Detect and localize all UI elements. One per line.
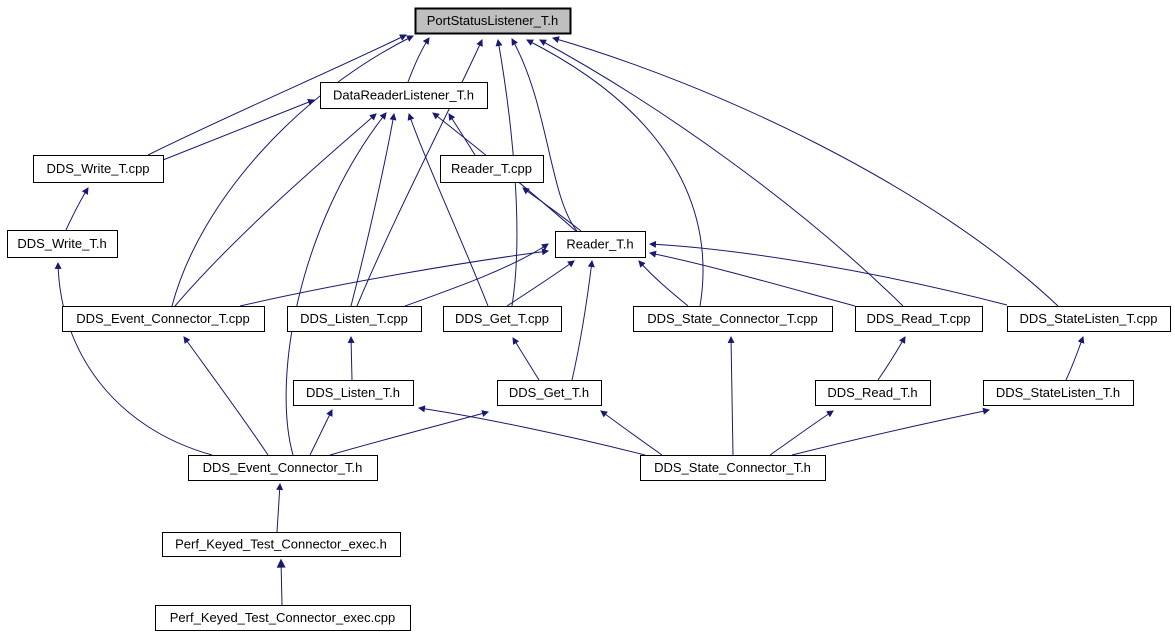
node-DataReaderListener_T_h[interactable] — [321, 83, 488, 109]
edge-DDS_StateListen_T_cpp--PortStatusListener_T_h — [553, 38, 1058, 306]
edge-Perf_Keyed_Test_Connector_exec_cpp--Perf_Keyed_Test_Connector_exec_h — [281, 560, 282, 605]
node-PortStatusListener_T_h[interactable] — [416, 9, 571, 34]
edge-Reader_T_h--PortStatusListener_T_h — [512, 39, 577, 231]
node-label: DDS_Event_Connector_T.h — [202, 460, 363, 475]
node-DDS_Event_Connector_T_h[interactable] — [189, 456, 378, 481]
node-layer — [8, 9, 1171, 631]
edge-DDS_Read_T_cpp--Reader_T_h — [650, 253, 855, 306]
node-label: DDS_StateListen_T.cpp — [1019, 311, 1158, 326]
edge-DDS_Get_T_cpp--DataReaderListener_T_h — [409, 114, 488, 306]
edge-DDS_Event_Connector_T_h--DDS_Write_T_h — [58, 263, 212, 455]
node-DDS_Event_Connector_T_cpp[interactable] — [63, 307, 265, 332]
edge-Reader_T_cpp--DataReaderListener_T_h — [449, 114, 475, 155]
node-label: DDS_Listen_T.cpp — [300, 311, 408, 326]
node-label: Reader_T.cpp — [451, 161, 532, 176]
node-Reader_T_cpp[interactable] — [441, 156, 544, 183]
edge-DDS_State_Connector_T_h--DDS_Get_T_h — [601, 411, 662, 455]
node-label: DDS_Write_T.h — [17, 236, 107, 251]
node-DDS_Write_T_cpp[interactable] — [34, 156, 164, 183]
edge-DDS_Write_T_h--DDS_Write_T_cpp — [66, 188, 88, 230]
node-Reader_T_h[interactable] — [556, 232, 646, 258]
node-DDS_Listen_T_cpp[interactable] — [288, 307, 422, 332]
edge-DDS_Read_T_h--DDS_Read_T_cpp — [878, 337, 905, 380]
node-label: DDS_Write_T.cpp — [46, 161, 150, 176]
edge-DDS_State_Connector_T_h--DDS_State_Connector_T_cpp — [731, 337, 733, 455]
edge-DDS_State_Connector_T_h--DDS_StateListen_T_h — [792, 410, 989, 455]
edge-DDS_State_Connector_T_h--DDS_Read_T_h — [770, 411, 833, 455]
node-DDS_Read_T_cpp[interactable] — [856, 307, 983, 332]
node-label: DDS_State_Connector_T.cpp — [647, 311, 818, 326]
edge-DDS_Get_T_h--Reader_T_h — [572, 261, 592, 380]
node-label: DDS_Event_Connector_T.cpp — [76, 311, 250, 326]
node-label: DDS_Read_T.h — [827, 385, 918, 400]
edge-Reader_T_h--Reader_T_cpp — [523, 188, 581, 231]
edge-DDS_Event_Connector_T_cpp--PortStatusListener_T_h — [172, 36, 413, 306]
node-label: DDS_Get_T.h — [508, 385, 590, 400]
node-label: Perf_Keyed_Test_Connector_exec.h — [175, 536, 387, 552]
node-Perf_Keyed_Test_Connector_exec_h[interactable] — [163, 533, 401, 557]
node-label: DDS_Get_T.cpp — [455, 311, 549, 326]
edge-DDS_Get_T_cpp--Reader_T_h — [507, 261, 574, 306]
edge-DDS_Read_T_cpp--PortStatusListener_T_h — [540, 40, 903, 306]
node-label: DDS_Listen_T.h — [306, 385, 400, 400]
node-DDS_StateListen_T_cpp[interactable] — [1008, 307, 1171, 332]
edge-DDS_Listen_T_cpp--Reader_T_h — [405, 244, 548, 306]
node-label: DDS_StateListen_T.h — [995, 385, 1121, 400]
edge-Perf_Keyed_Test_Connector_exec_h--DDS_Event_Connector_T_h — [277, 484, 280, 532]
node-DDS_StateListen_T_h[interactable] — [984, 381, 1134, 406]
edge-DDS_Event_Connector_T_h--DDS_Listen_T_h — [310, 410, 332, 455]
edge-DDS_Event_Connector_T_cpp--Reader_T_h — [240, 251, 548, 306]
edge-DDS_Event_Connector_T_h--DDS_Event_Connector_T_cpp — [184, 337, 268, 455]
edge-DDS_Event_Connector_T_h--DDS_Get_T_h — [330, 412, 488, 455]
edge-DDS_StateListen_T_h--DDS_StateListen_T_cpp — [1066, 337, 1083, 380]
node-label: DDS_Read_T.cpp — [866, 311, 971, 326]
node-Perf_Keyed_Test_Connector_exec_cpp[interactable] — [156, 606, 411, 631]
node-label: Reader_T.h — [566, 236, 634, 252]
node-DDS_State_Connector_T_h[interactable] — [641, 456, 826, 481]
node-DDS_Write_T_h[interactable] — [8, 231, 118, 258]
edge-DDS_Listen_T_h--DDS_Listen_T_cpp — [351, 337, 352, 380]
node-DDS_Get_T_cpp[interactable] — [444, 307, 562, 332]
edge-DDS_State_Connector_T_h--DDS_Listen_T_h — [419, 408, 645, 455]
edge-DDS_Listen_T_cpp--DataReaderListener_T_h — [351, 114, 394, 306]
node-label: Perf_Keyed_Test_Connector_exec.cpp — [169, 610, 396, 625]
edge-DataReaderListener_T_h--PortStatusListener_T_h — [408, 38, 429, 82]
node-DDS_State_Connector_T_cpp[interactable] — [634, 307, 833, 332]
node-DDS_Get_T_h[interactable] — [498, 381, 602, 406]
node-label: DataReaderListener_T.h — [333, 87, 474, 103]
node-DDS_Listen_T_h[interactable] — [294, 381, 414, 406]
edge-DDS_Get_T_h--DDS_Get_T_cpp — [513, 338, 539, 380]
node-label: DDS_State_Connector_T.h — [654, 460, 811, 475]
edge-DDS_State_Connector_T_cpp--Reader_T_h — [639, 261, 688, 306]
edge-DDS_Write_T_cpp--DataReaderListener_T_h — [163, 100, 314, 160]
node-DDS_Read_T_h[interactable] — [816, 381, 931, 406]
node-label: PortStatusListener_T.h — [426, 13, 559, 28]
